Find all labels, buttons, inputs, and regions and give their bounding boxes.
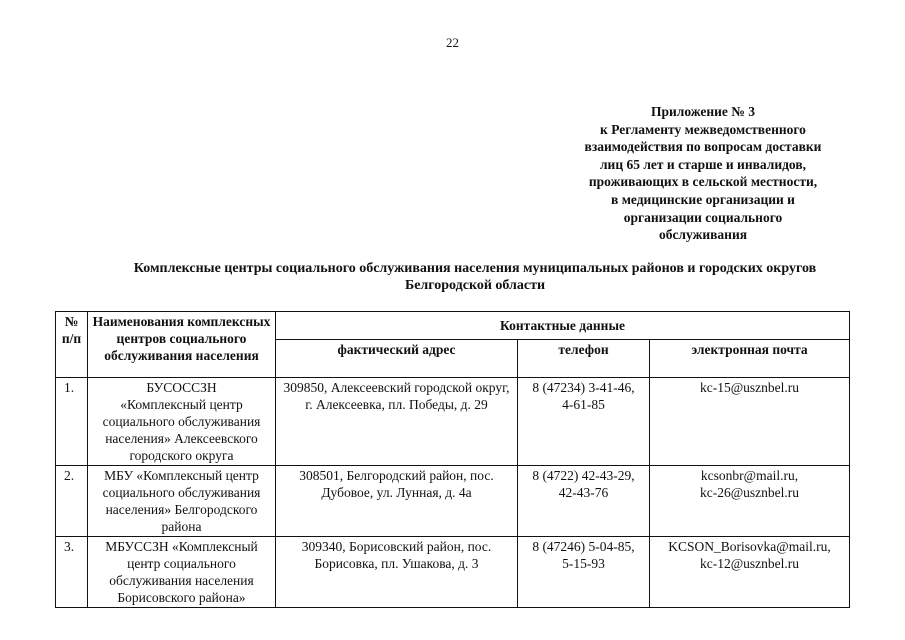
appendix-line: к Регламенту межведомственного	[600, 121, 806, 137]
appendix-line: Приложение № 3	[651, 104, 755, 119]
document-title-line: Белгородской области	[404, 278, 546, 293]
cell-email: KCSON_Borisovka@mail.ru, kc-12@usznbel.ru	[650, 537, 850, 608]
appendix-line: проживающих в сельской местности,	[588, 174, 818, 190]
cell-phone: 8 (47234) 3-41-46, 4-61-85	[518, 378, 650, 466]
document-title-line: Комплексные центры социального обслуживания населения муниципальных районов и городских округов	[133, 261, 817, 276]
appendix-line: в медицинские организации и	[611, 191, 795, 207]
cell-address: 309850, Алексеевский городской округ, г. Алексеевка, пл. Победы, д. 29	[276, 378, 518, 466]
cell-phone: 8 (47246) 5-04-85, 5-15-93	[518, 537, 650, 608]
header-address: фактический адрес	[276, 340, 518, 378]
cell-num: 2.	[56, 466, 88, 537]
cell-email: kcsonbr@mail.ru, kc-26@usznbel.ru	[650, 466, 850, 537]
cell-address: 309340, Борисовский район, пос. Борисовка, пл. Ушакова, д. 3	[276, 537, 518, 608]
header-email: электронная почта	[650, 340, 850, 378]
cell-name: БУСОССЗН «Комплексный центр социального обслуживания населения» Алексеевского городского округа	[88, 378, 276, 466]
header-contacts: Контактные данные	[276, 312, 850, 340]
cell-phone: 8 (4722) 42-43-29, 42-43-76	[518, 466, 650, 537]
cell-address: 308501, Белгородский район, пос. Дубовое, ул. Лунная, д. 4а	[276, 466, 518, 537]
cell-name: МБУ «Комплексный центр социального обслуживания населения» Белгородского района	[88, 466, 276, 537]
table-row	[56, 466, 850, 537]
centers-table	[55, 311, 850, 608]
table-header-row	[56, 312, 850, 340]
cell-num: 1.	[56, 378, 88, 466]
appendix-header	[548, 103, 858, 244]
header-num: № п/п	[56, 312, 88, 378]
appendix-line: взаимодействия по вопросам доставки	[584, 139, 822, 155]
header-phone: телефон	[518, 340, 650, 378]
document-title	[60, 260, 890, 294]
appendix-line: обслуживания	[658, 227, 748, 243]
appendix-line: лиц 65 лет и старше и инвалидов,	[599, 156, 807, 172]
cell-num: 3.	[56, 537, 88, 608]
table-row	[56, 537, 850, 608]
cell-name: МБУССЗН «Комплексный центр социального обслуживания населения Борисовского района»	[88, 537, 276, 608]
cell-email: kc-15@usznbel.ru	[650, 378, 850, 466]
table-row	[56, 378, 850, 466]
appendix-line: организации социального	[623, 209, 783, 225]
page-number: 22	[446, 35, 459, 50]
header-name: Наименования комплексных центров социального обслуживания населения	[88, 312, 276, 378]
